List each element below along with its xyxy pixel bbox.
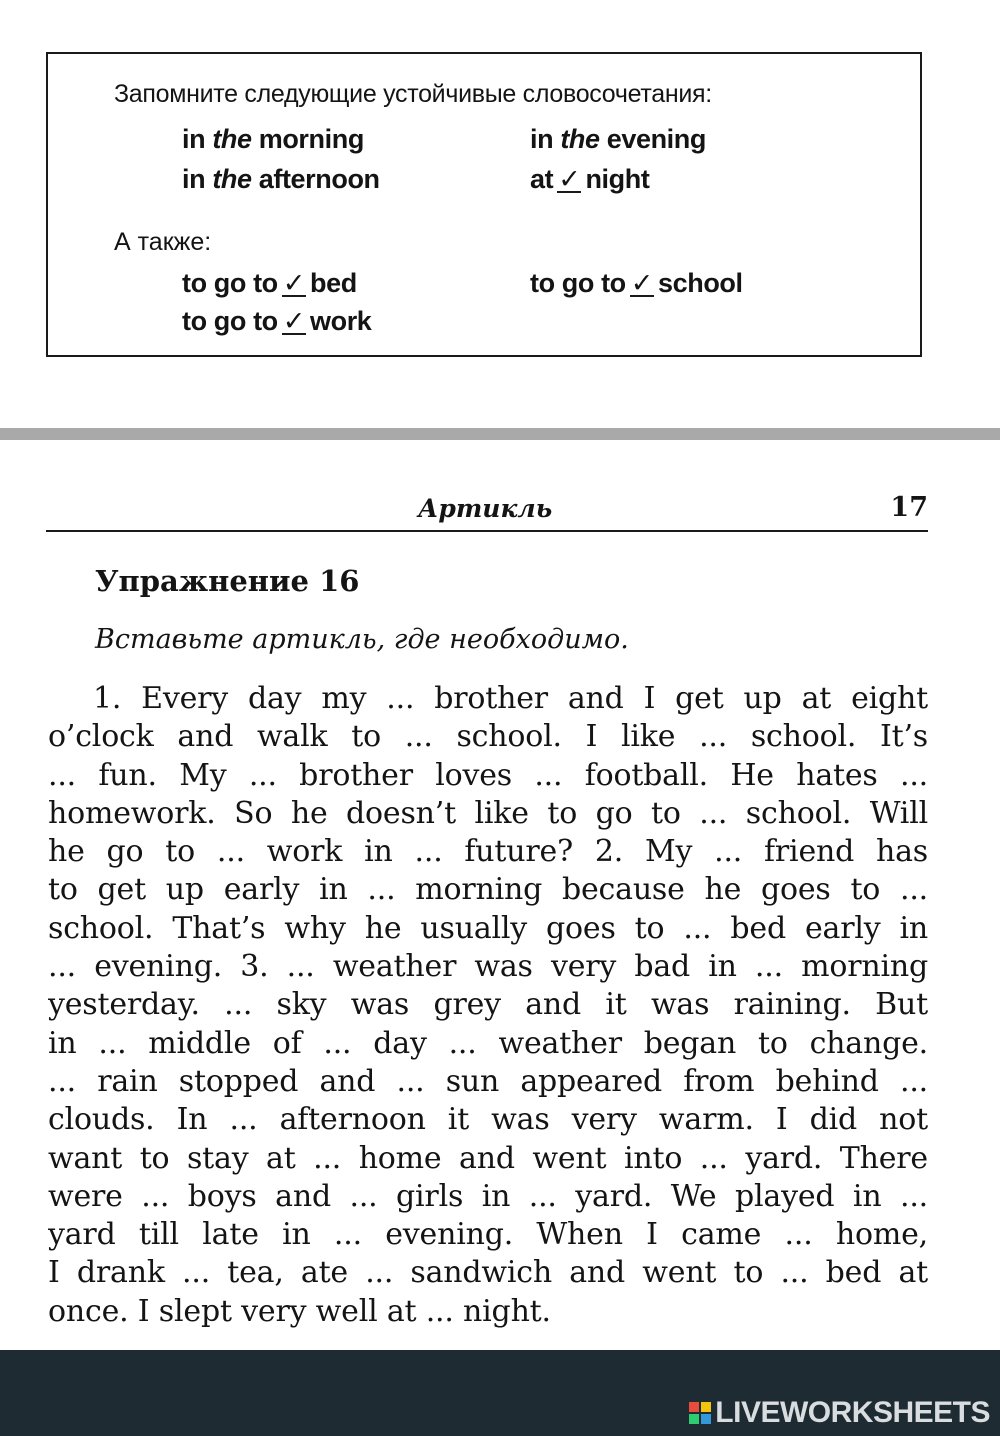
zero-article-check-icon: ✓ [558, 164, 581, 194]
chapter-title: Артикль [418, 494, 553, 523]
liveworksheets-logo-icon [689, 1402, 711, 1424]
rule-also: А также: [114, 228, 212, 256]
text-line: 1. Every day my ... brother and I get up at eight [93, 681, 928, 716]
brand-label: LIVEWORKSHEETS [715, 1396, 990, 1429]
text-line: want to stay at ... home and went into ... yard. There [48, 1140, 928, 1176]
phrase-in-the-evening: in the evening [530, 124, 706, 154]
page-number: 17 [890, 492, 928, 523]
text-line: once. I slept very well at ... night. [48, 1293, 551, 1329]
zero-article-check-icon: ✓ [630, 268, 653, 298]
zero-article-check-icon: ✓ [282, 306, 305, 336]
text-line: I drank ... tea, ate ... sandwich and went to ... bed at [48, 1255, 928, 1291]
text-line: yesterday. ... sky was grey and it was raining. But [48, 987, 928, 1023]
text-line: homework. So he doesn’t like to go to ... school. Will [48, 795, 928, 831]
text-line: clouds. In ... afternoon it was very warm. I did not [48, 1102, 928, 1138]
text-line: to get up early in ... morning because he goes to ... [48, 872, 928, 908]
text-line: ... evening. 3. ... weather was very bad in ... morning [48, 949, 928, 985]
zero-article-check-icon: ✓ [282, 268, 305, 298]
running-header [46, 486, 928, 532]
phrase-in-the-afternoon: in the afternoon [182, 164, 380, 194]
phrase-at-night: at ✓ night [530, 164, 650, 194]
text-line: o’clock and walk to ... school. I like ... school. It’s [48, 719, 928, 755]
liveworksheets-brand[interactable] [689, 1396, 990, 1430]
text-line: ... fun. My ... brother loves ... football. He hates ... [48, 757, 928, 793]
rule-intro: Запомните следующие устойчивые словосочетания: [114, 80, 712, 108]
page-separator [0, 428, 1000, 440]
text-line: ... rain stopped and ... sun appeared from behind ... [48, 1063, 928, 1099]
phrase-to-go-to-bed: to go to ✓ bed [182, 268, 357, 298]
phrase-to-go-to-work: to go to ✓ work [182, 306, 372, 336]
text-line: yard till late in ... evening. When I came ... home, [48, 1217, 928, 1253]
exercise-title: Упражнение 16 [95, 564, 360, 598]
exercise-text [48, 680, 928, 1331]
text-line: school. That’s why he usually goes to ... bed early in [48, 910, 928, 946]
phrase-to-go-to-school: to go to ✓ school [530, 268, 743, 298]
phrase-in-the-morning: in the morning [182, 124, 364, 154]
text-line: were ... boys and ... girls in ... yard. We played in ... [48, 1178, 928, 1214]
footer-bar [0, 1350, 1000, 1436]
text-line: he go to ... work in ... future? 2. My ... friend has [48, 834, 928, 870]
rule-box [46, 52, 922, 357]
text-line: in ... middle of ... day ... weather began to change. [48, 1025, 928, 1061]
exercise-instruction: Вставьте артикль, где необходимо. [95, 624, 629, 655]
